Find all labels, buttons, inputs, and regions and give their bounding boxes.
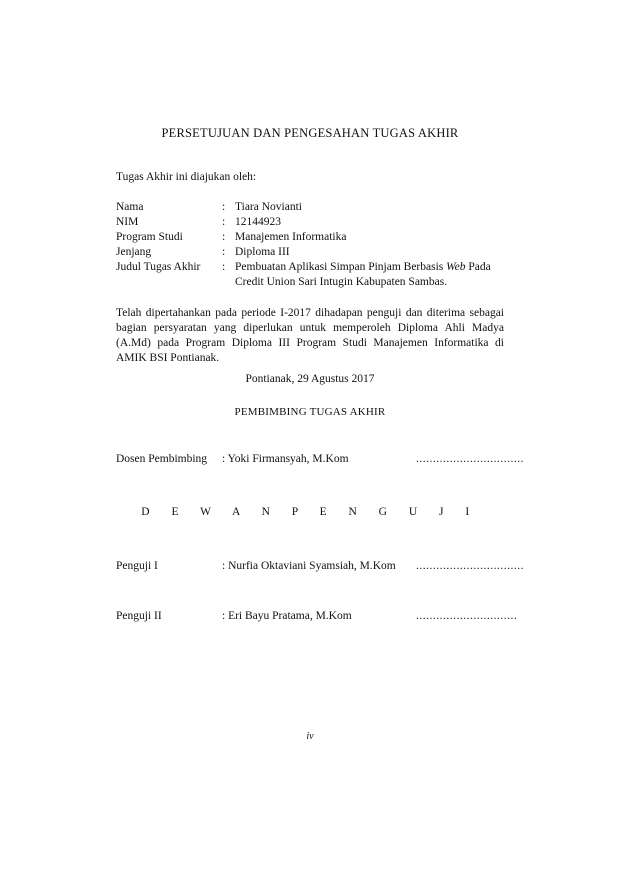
signature-line: .............................. [416, 610, 518, 622]
penguji-name: : Eri Bayu Pratama, M.Kom [222, 610, 352, 622]
detail-label: NIM [116, 216, 139, 228]
penguji-name: : Nurfia Oktaviani Syamsiah, M.Kom [222, 560, 396, 572]
detail-colon: : [222, 246, 226, 258]
pembimbing-name: : Yoki Firmansyah, M.Kom [222, 453, 349, 465]
detail-label: Nama [116, 201, 144, 213]
detail-value: Diploma III [235, 246, 290, 258]
penguji-label: Penguji II [116, 610, 162, 622]
detail-value: Tiara Novianti [235, 201, 302, 213]
place-date: Pontianak, 29 Agustus 2017 [245, 373, 375, 385]
detail-value [235, 260, 491, 275]
signature-line: ................................ [416, 453, 524, 465]
detail-colon: : [222, 216, 226, 228]
page-number: iv [306, 731, 314, 742]
detail-label: Program Studi [116, 231, 183, 243]
signature-line: ................................ [416, 560, 524, 572]
detail-colon: : [222, 201, 226, 213]
pembimbing-heading: PEMBIMBING TUGAS AKHIR [234, 406, 386, 418]
dewan-penguji-heading: D E W A N P E N G U J I [141, 506, 479, 518]
detail-colon: : [222, 261, 226, 273]
detail-label: Judul Tugas Akhir [116, 261, 201, 273]
detail-value: 12144923 [235, 216, 281, 228]
judul-line1-pre: Pembuatan Aplikasi Simpan Pinjam Berbasis [235, 261, 447, 273]
intro-text: Tugas Akhir ini diajukan oleh: [116, 171, 257, 183]
statement-paragraph: Telah dipertahankan pada periode I-2017 dihadapan penguji dan diterima sebagai bagian persyaratan yang diperlukan untuk memperoleh Diploma Ahli Madya (A.Md) pada Program Diploma III Program Studi Manajemen Informatika di AMIK BSI Pontianak. [116, 307, 504, 364]
detail-value: Credit Union Sari Intugin Kabupaten Sambas. [235, 276, 448, 288]
judul-web-italic: Web [446, 261, 466, 273]
detail-colon: : [222, 231, 226, 243]
judul-line1-post: Pada [465, 261, 491, 273]
detail-value: Manajemen Informatika [235, 231, 347, 243]
pembimbing-label: Dosen Pembimbing [116, 453, 208, 465]
detail-label: Jenjang [116, 246, 152, 258]
page-title: PERSETUJUAN DAN PENGESAHAN TUGAS AKHIR [161, 126, 459, 140]
penguji-label: Penguji I [116, 560, 158, 572]
